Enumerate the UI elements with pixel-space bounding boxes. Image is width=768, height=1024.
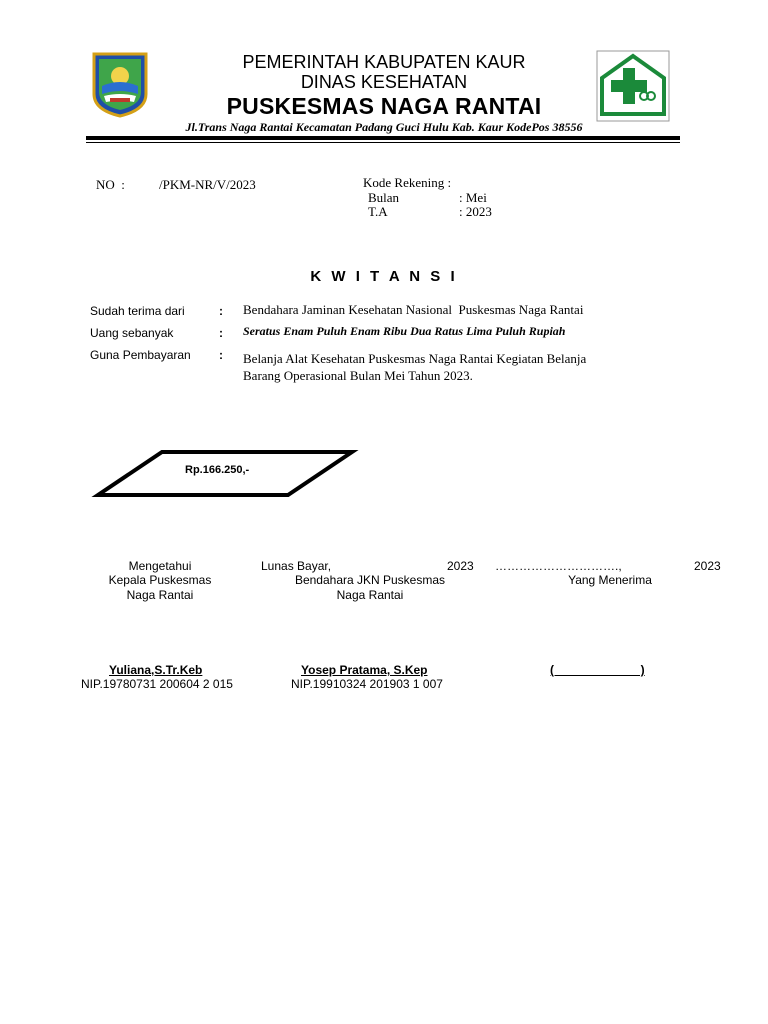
- amount-value: Rp.166.250,-: [185, 464, 250, 476]
- field-value-received-from: Bendahara Jaminan Kesehatan Nasional Puskesmas Naga Rantai: [243, 302, 584, 317]
- sig3-line1a: ………………………….,: [495, 559, 622, 573]
- field-value-amount-words: Seratus Enam Puluh Enam Ribu Dua Ratus Lima Puluh Rupiah: [243, 324, 566, 338]
- sig1-nip: NIP.19780731 200604 2 015: [81, 677, 233, 691]
- sig2-nip: NIP.19910324 201903 1 007: [291, 677, 443, 691]
- header-address: Jl.Trans Naga Rantai Kecamatan Padang Guci Hulu Kab. Kaur KodePos 38556: [185, 120, 583, 134]
- sig1-line3: Naga Rantai: [126, 588, 194, 602]
- field-label-received-from: Sudah terima dari: [90, 304, 185, 318]
- sig2-name: Yosep Pratama, S.Kep: [301, 663, 428, 677]
- kode-rekening-label: Kode Rekening :: [363, 175, 452, 190]
- no-label: NO :: [96, 177, 125, 192]
- ta-label: T.A: [368, 204, 388, 219]
- field-label-amount-words: Uang sebanyak: [90, 326, 174, 340]
- ta-value: : 2023: [459, 204, 492, 219]
- sig1-line1: Mengetahui: [128, 559, 192, 573]
- sig2-line1b: 2023: [447, 559, 474, 573]
- sig3-name: ( ): [550, 663, 645, 677]
- sig2-line3: Naga Rantai: [336, 588, 404, 602]
- header-puskesmas: PUSKESMAS NAGA RANTAI: [226, 93, 542, 119]
- field-value-purpose-line2: Barang Operasional Bulan Mei Tahun 2023.: [243, 368, 473, 383]
- field-colon: :: [219, 348, 223, 362]
- no-value: /PKM-NR/V/2023: [159, 177, 256, 192]
- bulan-label: Bulan: [368, 190, 400, 205]
- sig1-line2: Kepala Puskesmas: [108, 573, 212, 587]
- sig1-name: Yuliana,S.Tr.Keb: [109, 663, 203, 677]
- field-colon: :: [219, 304, 223, 318]
- sig3-line2: Yang Menerima: [568, 573, 652, 587]
- document-title: K W I T A N S I: [310, 268, 458, 285]
- field-label-purpose: Guna Pembayaran: [90, 348, 191, 362]
- header-rule-thick: [86, 136, 680, 140]
- sig3-line1b: 2023: [694, 559, 721, 573]
- bulan-value: : Mei: [459, 190, 487, 205]
- header-department: DINAS KESEHATAN: [300, 72, 468, 92]
- sig2-line2: Bendahara JKN Puskesmas: [294, 573, 446, 587]
- header-rule-thin: [86, 142, 680, 143]
- sig2-line1a: Lunas Bayar,: [261, 559, 332, 573]
- field-value-purpose-line1: Belanja Alat Kesehatan Puskesmas Naga Rantai Kegiatan Belanja: [243, 351, 587, 366]
- header-government: PEMERINTAH KABUPATEN KAUR: [242, 52, 526, 72]
- field-colon: :: [219, 326, 223, 340]
